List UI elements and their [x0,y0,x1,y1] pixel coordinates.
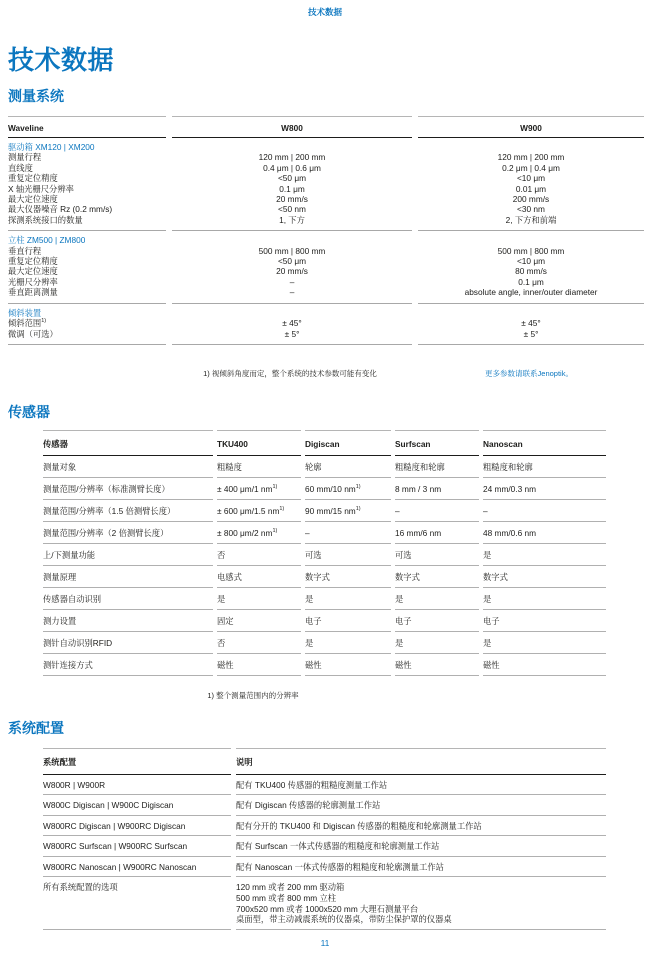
w800-value: 500 mm | 800 mm [258,245,326,256]
footnote-marker: 1) [355,484,361,491]
table-row [43,836,606,857]
footnote-marker: 1) [272,528,278,535]
table-header-row [8,116,644,138]
row-label: 最大定位速度 [8,194,58,205]
row-label: 垂直距离测量 [8,287,58,298]
section-title-config: 系统配置 [8,720,64,736]
w900-value: 2, 下方和前端 [505,214,557,225]
footnote-marker: 1) [279,506,285,513]
w800-value: 0.1 μm [279,183,305,194]
row-label: 直线度 [8,162,33,173]
cell: – [483,500,606,522]
cell: 电子 [483,610,606,632]
row-label: 测量范围/分辨率（2 倍测臂长度） [43,522,213,544]
table-row [8,163,644,173]
row-label: X 轴光栅尺分辨率 [8,183,74,194]
row-label: 测量原理 [43,566,213,588]
table-row [43,588,606,610]
row-label: 传感器自动识别 [43,588,213,610]
w800-value: 0.4 μm | 0.6 μm [263,162,321,173]
cell: 轮廓 [305,456,391,478]
config-description: 配有 Digiscan 传感器的轮廓测量工作站 [236,795,606,816]
w900-value: 200 mm/s [512,194,550,205]
row-label: 重复定位精度 [8,173,58,184]
row-label: 最大定位速度 [8,266,58,277]
row-label: 测量范围/分辨率（标准测臂长度） [43,478,213,500]
table-row [43,877,606,930]
group-title-row [8,303,644,318]
table-row [8,246,644,256]
footnote-marker: 1) [41,318,47,325]
option-line: 500 mm 或者 800 mm 立柱 [236,892,337,903]
sensor-footnote: 1) 整个测量范围内的分辨率 [207,691,299,700]
w900-value: absolute angle, inner/outer diameter [464,287,598,298]
cell: 磁性 [483,654,606,676]
cell: 是 [217,588,301,610]
config-name: W800RC Digiscan | W900RC Digiscan [43,816,231,837]
table-row [8,256,644,266]
config-table [43,748,606,930]
row-label: 测量对象 [43,456,213,478]
config-description: 配有 TKU400 传感器的粗糙度测量工作站 [236,775,606,796]
cell: 是 [395,588,479,610]
row-label: 最大仪器噪音 Rz (0.2 mm/s) [8,204,113,215]
table-row [8,215,644,230]
cell: 8 mm / 3 nm [395,478,479,500]
row-label: 测针自动识别RFID [43,632,213,654]
config-name: W800R | W900R [43,775,231,796]
cell: 可选 [395,544,479,566]
cell: 是 [483,544,606,566]
config-options [236,877,606,930]
table-row [43,500,606,522]
cell: 90 mm/15 $nm^{1)}$ [305,500,391,522]
page-title: 技术数据 [8,45,115,75]
row-label: 垂直行程 [8,245,42,256]
table-row [8,329,644,344]
row-label: 测针连接方式 [43,654,213,676]
w800-value: <50 μm [277,256,307,267]
measurement-table [8,116,644,345]
row-label: 探测系统接口的数量 [8,214,83,225]
config-name: 所有系统配置的选项 [43,877,231,930]
table-row [43,632,606,654]
section-title-measurement: 测量系统 [8,88,64,104]
table-row [43,610,606,632]
config-name: W800C Digiscan | W900C Digiscan [43,795,231,816]
table-row [43,775,606,796]
table-row [8,204,644,214]
cell: 是 [483,632,606,654]
cell: 电子 [305,610,391,632]
row-label: 测量范围/分辨率（1.5 倍测臂长度） [43,500,213,522]
cell: – [305,522,391,544]
w900-value: ± 5° [523,328,539,339]
option-line: 700x520 mm 或者 1000x520 mm 大理石测量平台 [236,903,419,914]
table-row [43,566,606,588]
table-bottom-rule [8,344,644,345]
table-row [8,194,644,204]
table-row [8,277,644,287]
w800-value: <50 nm [278,204,306,215]
config-name: W800RC Nanoscan | W900RC Nanoscan [43,857,231,878]
cell: 数字式 [395,566,479,588]
table-row [8,266,644,276]
sensor-table [43,430,606,676]
cell: 是 [483,588,606,610]
w800-value: 120 mm | 200 mm [258,152,326,163]
footnote-marker: 1) [272,484,278,491]
col-header-description: 说明 [236,748,606,775]
cell: 是 [305,632,391,654]
cell: 16 mm/6 nm [395,522,479,544]
contact-link[interactable]: 更多参数请联系Jenoptik。 [485,369,573,378]
cell: – [395,500,479,522]
cell: 磁性 [395,654,479,676]
cell: ± 600 μm/1.5 $nm^{1)}$ [217,500,301,522]
config-description: 配有分开的 TKU400 和 Digiscan 传感器的粗糙度和轮廓测量工作站 [236,816,606,837]
w800-value: ± 45° [282,318,302,329]
table-row [8,184,644,194]
w900-value: 0.1 μm [518,276,544,287]
page-header: 技术数据 [307,7,342,17]
row-label: 重复定位精度 [8,256,58,267]
config-description: 配有 Nanoscan 一体式传感器的粗糙度和轮廓测量工作站 [236,857,606,878]
w900-value: <30 nm [517,204,545,215]
w800-value: 20 mm/s [276,194,308,205]
group-title-drive-unit: 驱动箱 XM120 | XM200 [8,142,95,152]
config-name: W800RC Surfscan | W900RC Surfscan [43,836,231,857]
cell: ± 400 μm/1 $nm^{1)}$ [217,478,301,500]
col-header-w800: W800 [172,116,412,138]
w800-value: – [289,287,295,298]
row-label: 测力设置 [43,610,213,632]
w800-value: 1, 下方 [279,214,305,225]
group-title-column-unit: 立柱 ZM500 | ZM800 [8,230,166,245]
cell: 否 [217,544,301,566]
table-row [43,522,606,544]
cell: 磁性 [305,654,391,676]
col-header-surfscan: Surfscan [395,430,479,456]
cell: 否 [217,632,301,654]
config-description: 配有 Surfscan 一体式传感器的粗糙度和轮廓测量工作站 [236,836,606,857]
row-label: 倾斜范围$^{1)}$ [8,318,47,329]
cell: 固定 [217,610,301,632]
w800-value: <50 μm [277,173,307,184]
col-header-w900: W900 [418,116,644,138]
row-label: 微调（可选） [8,328,58,339]
table-row [8,152,644,162]
cell: 粗糙度和轮廓 [483,456,606,478]
col-header-nanoscan: Nanoscan [483,430,606,456]
cell: 48 mm/0.6 nm [483,522,606,544]
cell: 是 [305,588,391,610]
col-header-config: 系统配置 [43,748,231,775]
table-row [43,795,606,816]
w900-value: 0.2 μm | 0.4 μm [502,162,560,173]
w900-value: <10 μm [516,256,546,267]
cell: 可选 [305,544,391,566]
group-title-row [8,230,644,245]
section-title-sensors: 传感器 [8,404,50,420]
table-row [43,654,606,676]
col-header-digiscan: Digiscan [305,430,391,456]
cell: 磁性 [217,654,301,676]
w800-value: – [289,276,295,287]
cell: 数字式 [483,566,606,588]
row-label: 测量行程 [8,152,42,163]
w800-value: 20 mm/s [276,266,308,277]
option-line: 120 mm 或者 200 mm 驱动箱 [236,882,345,892]
table-row [8,318,644,328]
w900-value: 120 mm | 200 mm [497,152,565,163]
table-header-row [43,430,606,456]
table-header-row [43,748,606,775]
col-header-sensor: 传感器 [43,430,213,456]
group-title-row [8,138,644,152]
cell: 粗糙度和轮廓 [395,456,479,478]
table-row [43,816,606,837]
option-line: 桌面型，带主动减震系统的仪器桌，带防尘保护罩的仪器桌 [236,914,452,925]
footnote-marker: 1) [355,506,361,513]
cell: 粗糙度 [217,456,301,478]
table-row [8,173,644,183]
w900-value: 0.01 μm [515,183,547,194]
page-number: 11 [320,938,330,948]
col-header-waveline: Waveline [8,116,166,138]
table-row [43,478,606,500]
cell: 数字式 [305,566,391,588]
cell: 是 [395,632,479,654]
table-row [43,857,606,878]
table-row [43,456,606,478]
w800-value: ± 5° [284,328,300,339]
cell: 24 mm/0.3 nm [483,478,606,500]
col-header-tku400: TKU400 [217,430,301,456]
w900-value: <10 μm [516,173,546,184]
measurement-footnote: 1) 视倾斜角度而定，整个系统的技术参数可能有变化 [203,369,377,378]
row-label: 上/下测量功能 [43,544,213,566]
cell: ± 800 μm/2 $nm^{1)}$ [217,522,301,544]
w900-value: 500 mm | 800 mm [497,245,565,256]
group-title-tilt-unit: 倾斜装置 [8,303,166,318]
cell: 电子 [395,610,479,632]
table-row [8,287,644,302]
w900-value: ± 45° [521,318,541,329]
table-row [43,544,606,566]
cell: 60 mm/10 $nm^{1)}$ [305,478,391,500]
w900-value: 80 mm/s [515,266,547,277]
row-label: 光栅尺分辨率 [8,276,58,287]
cell: 电感式 [217,566,301,588]
